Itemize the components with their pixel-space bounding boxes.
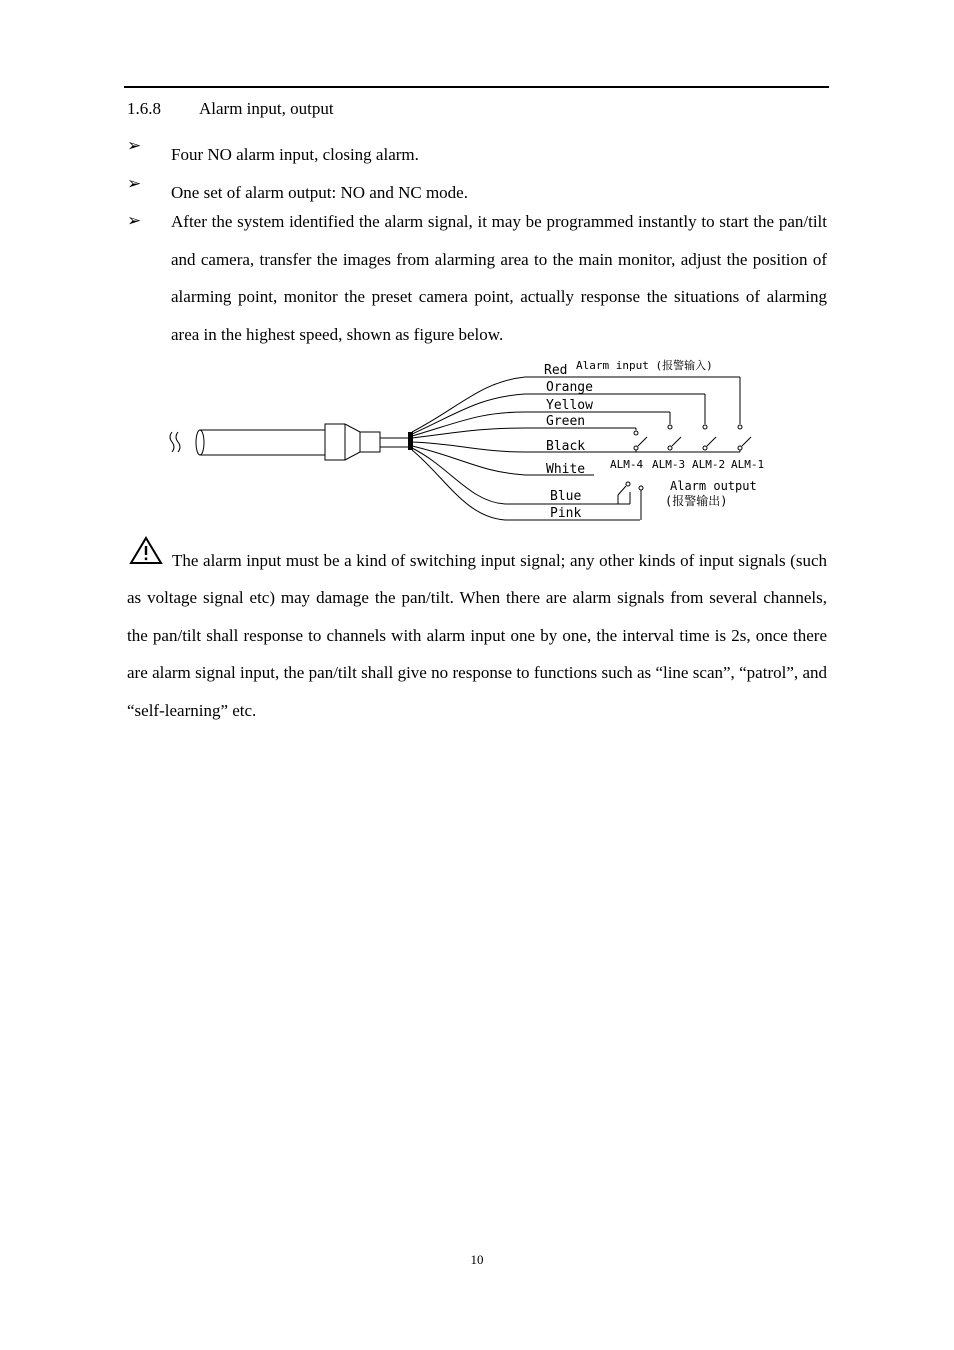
cable-end <box>196 430 204 455</box>
wire-label-white: White <box>546 462 586 477</box>
cable-body <box>200 430 325 455</box>
bullet-marker: ➢ <box>127 211 142 230</box>
bullet-text: Four NO alarm input, closing alarm. <box>171 145 419 164</box>
bullet-text: After the system identified the alarm signal, it may be programmed instantly to start the pan/tilt and camera, transfer the images from alarming area to the main monitor, adjust the position of alarming point, monitor the preset camera point, actually response the situations of alarming area in the highest speed, shown as figure below. <box>171 212 827 344</box>
switch-alm-4 <box>634 431 647 450</box>
page-number: 10 <box>470 1252 484 1267</box>
cable-band <box>408 432 413 450</box>
wire-label-black: Black <box>546 439 586 454</box>
cable-connector <box>325 424 380 460</box>
wire-label-yellow: Yellow <box>546 398 593 413</box>
bullet-marker: ➢ <box>127 136 142 155</box>
wire-white <box>412 446 525 475</box>
header-rule <box>124 86 829 88</box>
section-heading <box>127 99 334 119</box>
alarm-output-cn-label: (报警输出) <box>665 494 728 508</box>
wire-label-pink: Pink <box>550 506 582 521</box>
wire-yellow <box>412 412 525 436</box>
cable-break-mark <box>176 432 180 452</box>
switch-alm-2 <box>703 425 716 450</box>
bullet-marker: ➢ <box>127 174 142 193</box>
wire-red <box>412 377 525 432</box>
section-number: 1.6.8 <box>127 99 161 118</box>
wire-label-red: Red <box>544 363 568 378</box>
wire-label-green: Green <box>546 414 586 429</box>
switch-alm-3 <box>668 425 681 450</box>
wire-blue <box>412 448 505 504</box>
section-title: Alarm input, output <box>199 99 334 118</box>
channel-label-alm-4: ALM-4 <box>610 458 644 471</box>
cable-break-mark <box>170 432 174 452</box>
wire-label-orange: Orange <box>546 380 593 395</box>
bullet-text: One set of alarm output: NO and NC mode. <box>171 183 468 202</box>
channel-label-alm-2: ALM-2 <box>692 458 726 471</box>
warning-note-text: The alarm input must be a kind of switching input signal; any other kinds of input signals (such as voltage signal etc) may damage the pan/tilt. When there are alarm signals from several channels, the pan/tilt shall response to channels with alarm input one by one, the interval time is 2s, once there are alarm signal input, the pan/tilt shall give no response to functions such as “line scan”, “patrol”, and “self-learning” etc. <box>127 551 827 720</box>
alarm-wiring-diagram <box>160 352 800 532</box>
channel-label-alm-1: ALM-1 <box>731 458 765 471</box>
wire-green <box>412 428 525 438</box>
wire-pink <box>412 450 505 520</box>
channel-label-alm-3: ALM-3 <box>652 458 686 471</box>
switch-alm-1 <box>738 425 751 450</box>
alarm-output-label: Alarm output <box>670 479 757 493</box>
warning-note <box>127 542 827 729</box>
wire-label-blue: Blue <box>550 489 582 504</box>
switch-alarm-output <box>618 482 643 520</box>
alarm-input-label: Alarm input (报警输入) <box>576 359 713 372</box>
